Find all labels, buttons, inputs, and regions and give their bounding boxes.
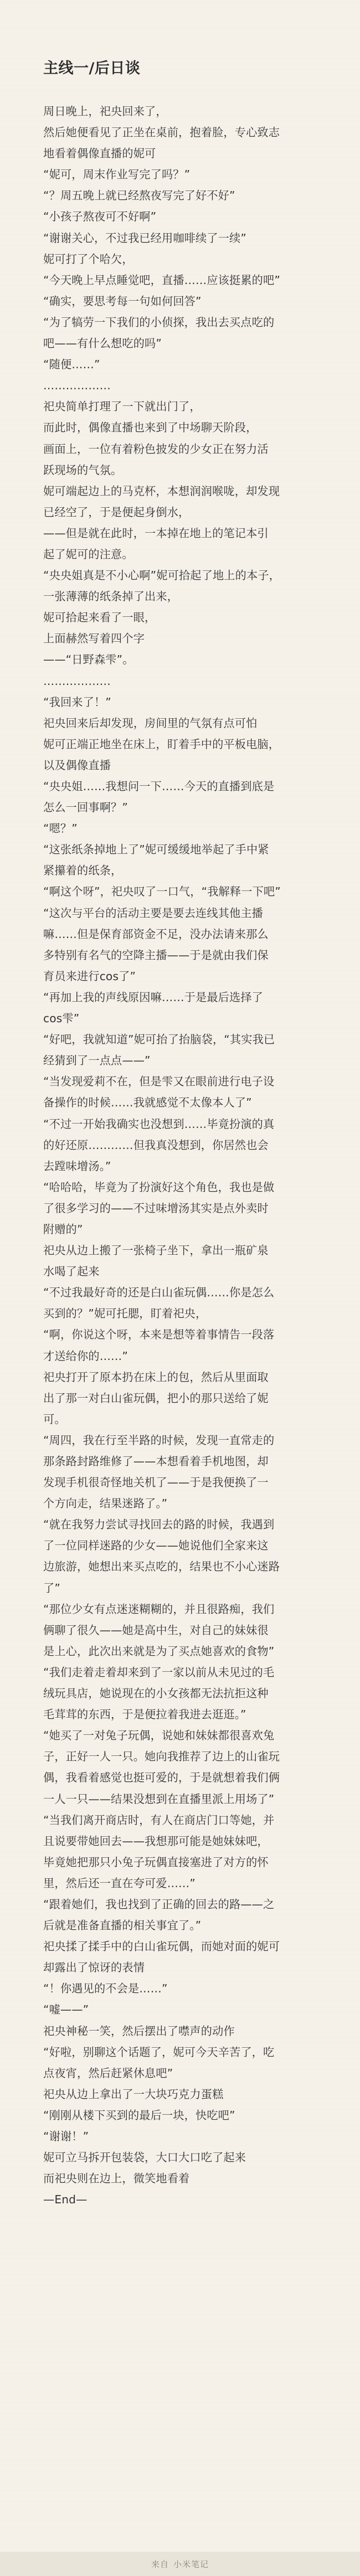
text-line: 跃现场的气氛。: [43, 463, 122, 477]
text-line: 一人一只——结果没想到在直播里派上用场了”: [43, 1792, 275, 1806]
text-line: ——“日野森雫”。: [43, 653, 134, 667]
text-line: 水喝了起来: [43, 1265, 100, 1279]
text-line: 祀央打开了原本扔在床上的包，然后从里面取: [43, 1370, 269, 1384]
text-line: 那条路封路维修了——本想看着手机地图，却: [43, 1455, 269, 1468]
text-line: 却露出了惊讶的表情: [43, 1961, 145, 1975]
text-line: 才送给你的……”: [43, 1349, 128, 1363]
text-line: 祀央简单打理了一下就出门了，: [43, 400, 201, 414]
text-line: “央央姐真是不小心啊”妮可拾起了地上的本子，: [43, 569, 280, 583]
text-line: “确实，要思考每一句如何回答”: [43, 294, 202, 308]
text-line: 里，然后还一直在夸可爱……”: [43, 1876, 196, 1890]
text-line: 边旅游，她想出来买点吃的，结果也不小心迷路: [43, 1560, 280, 1574]
text-line: 毕竟她把那只小兔子玩偶直接塞进了对方的怀: [43, 1855, 269, 1869]
text-line: 育员来进行cos了”: [43, 969, 136, 983]
text-line: “当发现爱莉不在，但是雫又在眼前进行电子设: [43, 1075, 275, 1089]
footer-app-name: 小米笔记: [173, 2559, 209, 2569]
text-line: ………………: [43, 674, 111, 688]
text-line: “周四，我在行至半路的时候，发现一直常走的: [43, 1433, 275, 1447]
text-line: 周日晚上，祀央回来了，: [43, 105, 167, 118]
text-line: “刚刚从楼下买到的最后一块，快吃吧”: [43, 2108, 235, 2122]
text-line: 起了妮可的注意。: [43, 547, 133, 561]
text-line: “嘘——”: [43, 2003, 89, 2017]
text-line: “好吧，我就知道”妮可抬了抬脑袋，“其实我已: [43, 1033, 275, 1047]
text-line: “谢谢！”: [43, 2130, 89, 2143]
text-line: 多特别有名气的空降主播——于是就由我们保: [43, 948, 269, 962]
text-line: 个方向走，结果迷路了。”: [43, 1497, 168, 1511]
text-line: 的好还原…………但我真没想到，你居然也会: [43, 1138, 269, 1152]
text-line: 吧——有什么想吃的吗”: [43, 337, 162, 351]
note-title: 主线一/后日谈: [43, 60, 141, 77]
text-line: “央央姐……我想问一下……今天的直播到底是: [43, 780, 275, 793]
text-line: 俩聊了很久——她是高中生，对自己的妹妹很: [43, 1623, 269, 1637]
text-line: 而祀央则在边上，微笑地看着: [43, 2172, 190, 2186]
text-line: 发现手机很奇怪地关机了——于是我便换了一: [43, 1476, 269, 1490]
text-line: “随便……”: [43, 358, 100, 372]
text-line: “啊，你说这个呀，本来是想等着事情告一段落: [43, 1328, 275, 1342]
text-line: “？周五晚上就已经熬夜写完了好不好”: [43, 189, 235, 203]
text-line: 祀央揉了揉手中的白山雀玩偶，而她对面的妮可: [43, 1940, 280, 1954]
text-line: ——但是就在此时，一本掉在地上的笔记本引: [43, 526, 269, 540]
footer-source-label: 来自: [151, 2559, 169, 2569]
text-line: 附赠的”: [43, 1222, 83, 1236]
text-line: “好啦，别聊这个话题了，妮可今天辛苦了，吃: [43, 2045, 275, 2059]
text-line: 祀央从边上拿出了一大块巧克力蛋糕: [43, 2087, 224, 2101]
text-line: “我回来了！”: [43, 695, 111, 709]
text-line: 嘛……但是保育部资金不足，没办法请来那么: [43, 927, 269, 941]
text-line: “小孩子熬夜可不好啊”: [43, 210, 157, 224]
text-line: “今天晚上早点睡觉吧，直播……应该挺累的吧”: [43, 273, 280, 287]
text-line: 妮可立马拆开包装袋，大口大口吃了起来: [43, 2151, 246, 2165]
text-line: 上面赫然写着四个字: [43, 632, 145, 646]
text-line: 了很多学习的——不过味增汤其实是点外卖时: [43, 1201, 269, 1215]
text-line: 是上心，此次出来就是为了买点她喜欢的食物”: [43, 1644, 275, 1658]
text-line: 怎么一回事啊？”: [43, 801, 128, 815]
text-line: “妮可，周末作业写完了吗？”: [43, 168, 191, 182]
text-line: 点夜宵，然后赶紧休息吧”: [43, 2066, 173, 2080]
text-line: 出了那一对白山雀玩偶，把小的那只送给了妮: [43, 1391, 269, 1405]
text-line: 妮可端起边上的马克杯，本想润润喉咙，却发现: [43, 484, 280, 498]
text-line: “再加上我的声线原因嘛……于是最后选择了: [43, 990, 264, 1004]
text-line: cos雫”: [43, 1012, 80, 1026]
text-line: 绒玩具店，她说现在的小女孩都无法抗拒这种: [43, 1687, 269, 1701]
text-line: 画面上，一位有着粉色披发的少女正在努力活: [43, 442, 269, 456]
text-line: “嗯？”: [43, 822, 78, 836]
text-line: “这次与平台的活动主要是要去连线其他主播: [43, 906, 264, 920]
text-line: “！你遇见的不会是……”: [43, 1982, 168, 1996]
text-line: 后就是准备直播的相关事宜了。”: [43, 1919, 202, 1933]
text-line: 地看着偶像直播的妮可: [43, 147, 156, 161]
text-line: 经猜到了一点点——”: [43, 1054, 151, 1068]
text-line: 可。: [43, 1412, 66, 1426]
text-line: 妮可打了个哈欠，: [43, 252, 133, 266]
text-line: 妮可正端正地坐在床上，盯着手中的平板电脑，: [43, 737, 280, 751]
text-line: 买到的？”妮可托腮，盯着祀央，: [43, 1307, 207, 1321]
text-line: 了一位同样迷路的少女——她说他们全家来这: [43, 1539, 269, 1553]
text-line: “就在我努力尝试寻找回去的路的时候，我遇到: [43, 1518, 275, 1532]
text-line: 以及偶像直播: [43, 758, 111, 772]
text-line: “我们走着走着却来到了一家以前从未见过的毛: [43, 1665, 275, 1679]
text-line: 祀央神秘一笑，然后摆出了噤声的动作: [43, 2024, 235, 2038]
text-line: “当我们离开商店时，有人在商店门口等她，并: [43, 1813, 275, 1827]
note-body: [43, 101, 326, 2210]
text-line: ………………: [43, 379, 111, 393]
text-line: “啊这个呀”，祀央叹了一口气，“我解释一下吧”: [43, 885, 281, 899]
text-line: “不过一开始我确实也没想到……毕竟扮演的真: [43, 1117, 275, 1131]
text-line: 然后她便看见了正坐在桌前，抱着脸，专心致志: [43, 126, 280, 140]
text-line: 且说要带她回去——我想那可能是她妹妹吧，: [43, 1834, 269, 1848]
text-line: “那位少女有点迷迷糊糊的，并且很路痴，我们: [43, 1602, 275, 1616]
text-line: 去蹚味增汤。”: [43, 1159, 111, 1173]
text-line: 备操作的时候……我就感觉不太像本人了”: [43, 1096, 252, 1110]
text-line: 祀央从边上搬了一张椅子坐下，拿出一瓶矿泉: [43, 1244, 269, 1258]
text-line: “这张纸条掉地上了”妮可缓缓地举起了手中紧: [43, 843, 269, 857]
text-line: 祀央回来后却发现，房间里的气氛有点可怕: [43, 716, 258, 730]
text-line: “哈哈哈，毕竟为了扮演好这个角色，我也是做: [43, 1180, 275, 1194]
text-line: 毛茸茸的东西，于是便拉着我进去逛逛。”: [43, 1708, 246, 1722]
text-line: 而此时，偶像直播也来到了中场聊天阶段，: [43, 421, 258, 435]
footer-bar: [0, 2552, 360, 2576]
text-line: 紧攥着的纸条，: [43, 864, 122, 878]
text-line: 了”: [43, 1581, 60, 1595]
note-content: [43, 58, 326, 2527]
text-line: 偶，我看着感觉也挺可爱的，于是就想着我们俩: [43, 1771, 280, 1785]
text-line: 子，正好一人一只。她向我推荐了边上的山雀玩: [43, 1750, 280, 1764]
text-line: “为了犒劳一下我们的小侦探，我出去买点吃的: [43, 315, 275, 329]
text-line: —End—: [43, 2193, 88, 2207]
text-line: “跟着她们，我也找到了正确的回去的路——之: [43, 1897, 275, 1911]
text-line: 一张薄薄的纸条掉了出来，: [43, 590, 179, 604]
text-line: “不过我最好奇的还是白山雀玩偶……你是怎么: [43, 1286, 275, 1300]
text-line: “她买了一对兔子玩偶，说她和妹妹都很喜欢兔: [43, 1729, 275, 1743]
text-line: 已经空了，于是便起身倒水，: [43, 505, 190, 519]
text-line: 妮可拾起来看了一眼，: [43, 611, 156, 625]
text-line: “谢谢关心，不过我已经用咖啡续了一续”: [43, 231, 246, 245]
